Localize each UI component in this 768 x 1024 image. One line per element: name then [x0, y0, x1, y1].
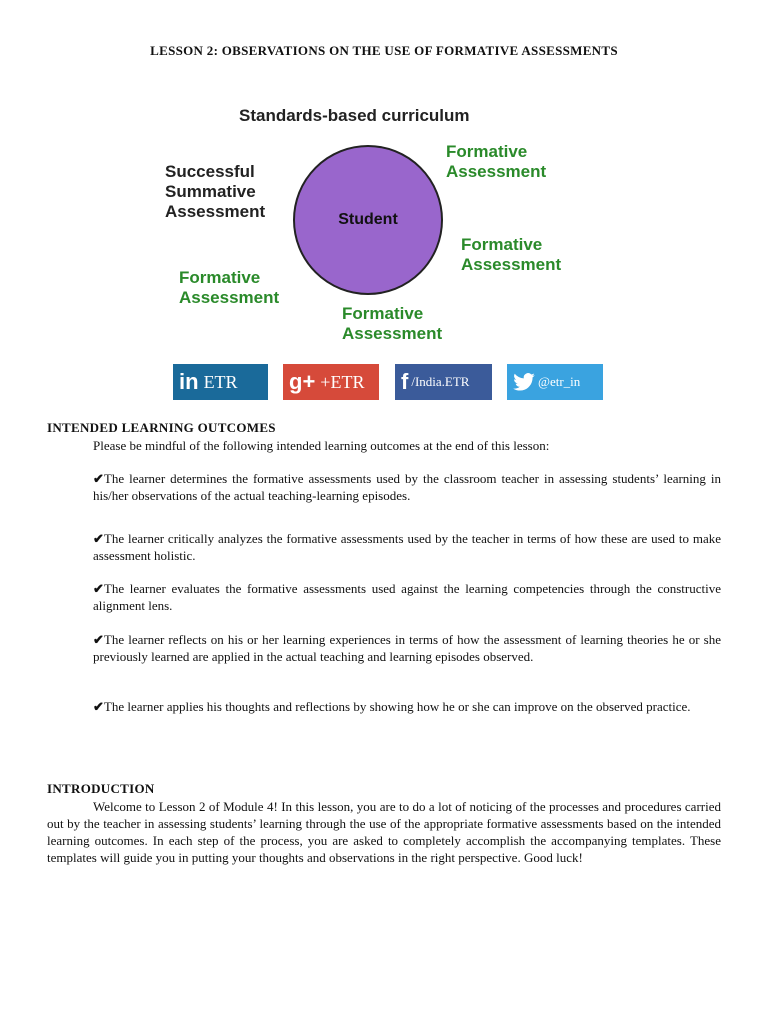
outcome-text: The learner evaluates the formative assessments used against the learning competencies through the constructive alignment lens. [93, 581, 721, 613]
checkmark-icon: ✔ [93, 699, 104, 714]
twitter-badge[interactable] [507, 364, 603, 400]
summative-line-1: Successful [165, 162, 255, 181]
assessment-word: Assessment [446, 162, 547, 181]
checkmark-icon: ✔ [93, 581, 104, 596]
facebook-badge[interactable] [395, 364, 492, 400]
formative-label-left [179, 268, 279, 308]
twitter-text: @etr_in [538, 374, 581, 389]
outcome-item [93, 470, 721, 504]
outcome-text: The learner critically analyzes the formative assessments used by the teacher in terms of how these are used to make assessment holistic. [93, 531, 721, 563]
formative-word: Formative [179, 268, 261, 287]
checkmark-icon: ✔ [93, 471, 104, 486]
page-title: LESSON 2: OBSERVATIONS ON THE USE OF FORMATIVE ASSESSMENTS [150, 43, 618, 58]
outcomes-heading: INTENDED LEARNING OUTCOMES [47, 420, 276, 435]
assessment-word: Assessment [179, 288, 280, 307]
formative-label-bottom [342, 304, 442, 344]
linkedin-icon: in [179, 369, 199, 394]
facebook-icon: f [401, 369, 409, 394]
formative-word: Formative [461, 235, 543, 254]
linkedin-text: ETR [203, 371, 238, 392]
formative-word: Formative [342, 304, 424, 323]
outcomes-intro: Please be mindful of the following intended learning outcomes at the end of this lesson: [93, 438, 550, 453]
outcome-text: The learner determines the formative assessments used by the classroom teacher in assessing students’ learning in his/her observations of the actual teaching-learning episodes. [93, 471, 721, 503]
checkmark-icon: ✔ [93, 632, 104, 647]
summative-label [165, 162, 265, 222]
formative-label-top-right [446, 142, 546, 182]
outcome-item [93, 698, 721, 715]
student-label: Student [338, 211, 398, 228]
introduction-heading: INTRODUCTION [47, 781, 155, 796]
outcome-text: The learner reflects on his or her learning experiences in terms of how the assessment of learning theories he or she previously learned are applied in the actual teaching and learning episodes observed. [93, 632, 721, 664]
summative-line-2: Summative [165, 182, 256, 201]
assessment-word: Assessment [342, 324, 443, 343]
outcome-item [93, 530, 721, 564]
outcome-text: The learner applies his thoughts and reflections by showing how he or she can improve on the observed practice. [103, 699, 691, 714]
google-plus-badge[interactable] [283, 364, 379, 400]
formative-word: Formative [446, 142, 528, 161]
outcome-item [93, 580, 721, 614]
google-plus-icon: g+ [289, 369, 316, 394]
google-plus-text: +ETR [320, 371, 365, 392]
formative-label-mid-right [461, 235, 561, 275]
checkmark-icon: ✔ [93, 531, 104, 546]
student-circle [293, 145, 443, 295]
facebook-text: /India.ETR [411, 374, 470, 389]
summative-line-3: Assessment [165, 202, 266, 221]
assessment-word: Assessment [461, 255, 562, 274]
diagram-heading: Standards-based curriculum [239, 106, 470, 125]
linkedin-badge[interactable] [173, 364, 268, 400]
twitter-bird-icon [513, 373, 535, 391]
introduction-body: Welcome to Lesson 2 of Module 4! In this lesson, you are to do a lot of noticing of the processes and procedures carried out by the teacher in assessing students’ learning through the use of the appropriate formative assessments based on the intended learning outcomes. In each step of the process, you are asked to completely accomplish the accompanying templates. These templates will guide you in putting your thoughts and observations in the right perspective. Good luck! [47, 799, 721, 865]
curriculum-diagram [150, 100, 620, 350]
outcome-item [93, 631, 721, 665]
